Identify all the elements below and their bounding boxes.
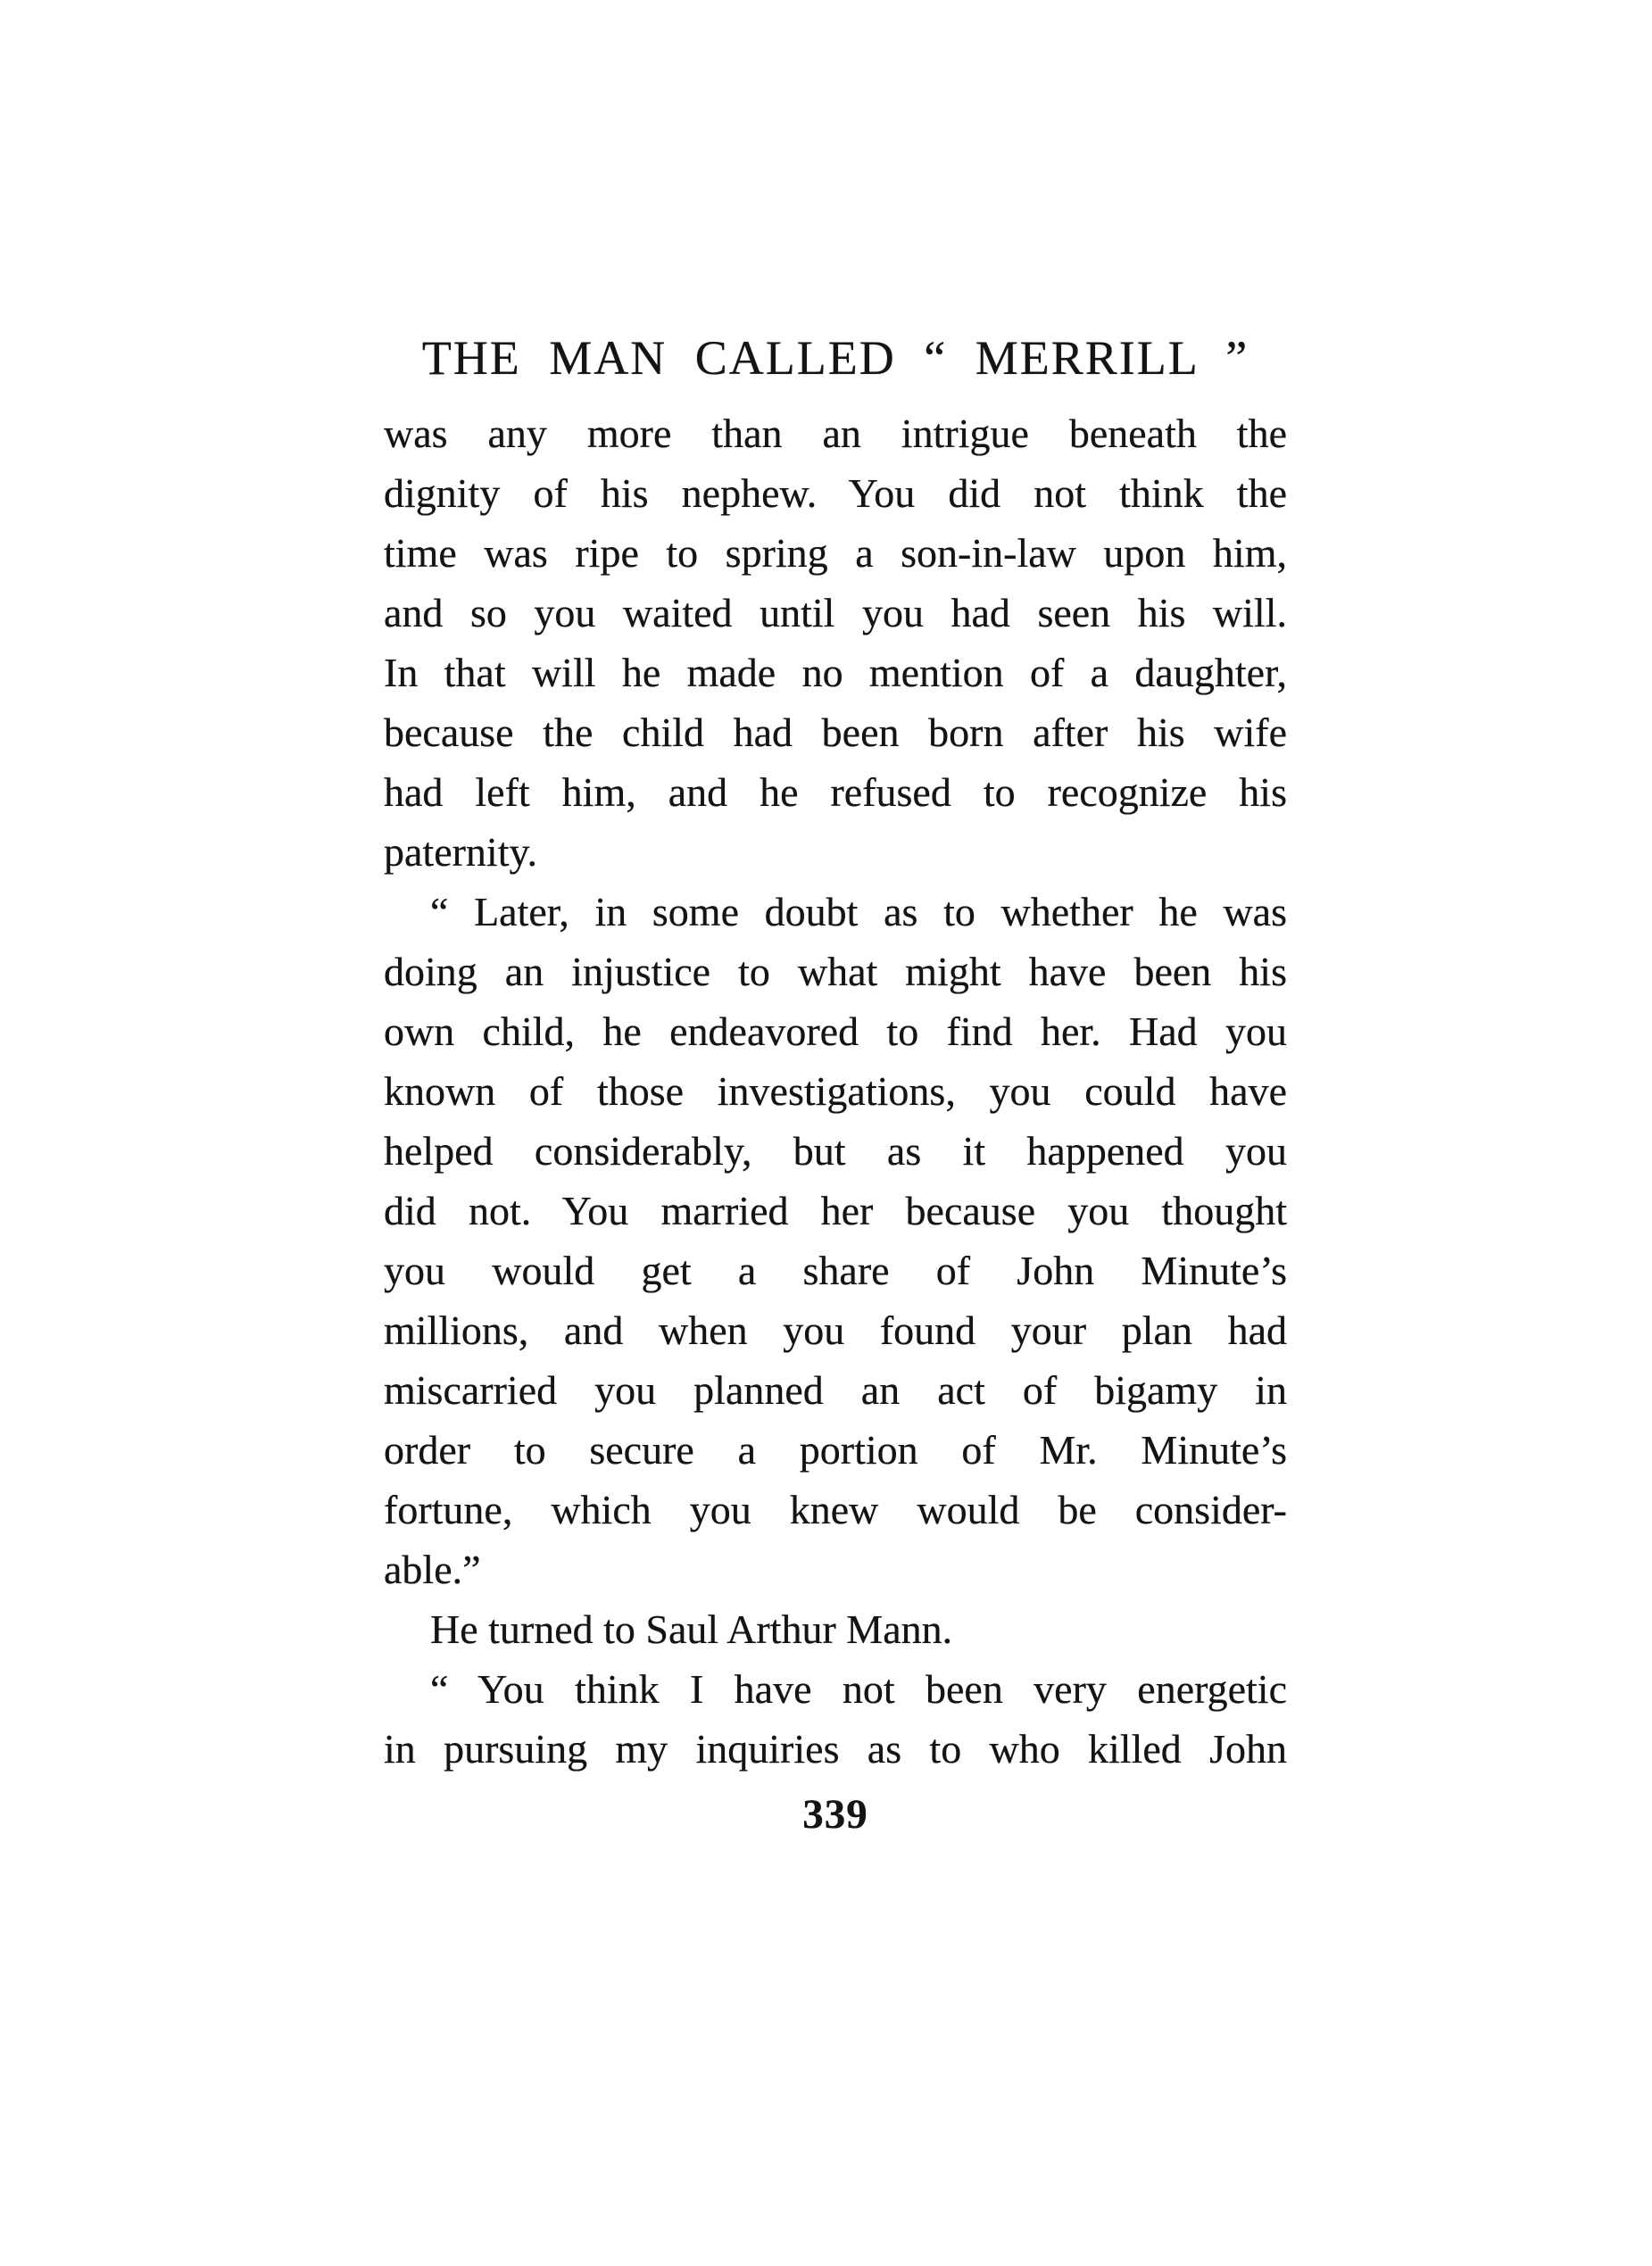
text-line: was any more than an intrigue beneath the xyxy=(384,411,1287,456)
page-title: THE MAN CALLED “ MERRILL ” xyxy=(421,331,1249,385)
text-line: miscarried you planned an act of bigamy in xyxy=(384,1367,1287,1413)
text-line: In that will he made no mention of a daughter, xyxy=(384,650,1287,695)
text-line: fortune, which you knew would be consider- xyxy=(384,1487,1287,1532)
text-line: and so you waited until you had seen his will. xyxy=(384,590,1287,635)
text-line: order to secure a portion of Mr. Minute’s xyxy=(384,1427,1287,1473)
text-line: He turned to Saul Arthur Mann. xyxy=(430,1606,953,1652)
text-line: able.” xyxy=(384,1547,481,1592)
page-number: 339 xyxy=(802,1791,868,1838)
text-line: “ You think I have not been very energetic xyxy=(430,1666,1287,1712)
text-line: known of those investigations, you could have xyxy=(384,1068,1287,1114)
text-line: doing an injustice to what might have been his xyxy=(384,949,1287,994)
text-line: did not. You married her because you thought xyxy=(384,1188,1287,1233)
text-line: because the child had been born after his wife xyxy=(384,710,1287,755)
text-line: helped considerably, but as it happened you xyxy=(384,1128,1287,1174)
text-line: had left him, and he refused to recognize his xyxy=(384,769,1287,815)
text-line: “ Later, in some doubt as to whether he was xyxy=(430,889,1287,934)
body-text xyxy=(384,403,1287,1779)
text-line: millions, and when you found your plan had xyxy=(384,1307,1287,1353)
text-line: own child, he endeavored to find her. Had you xyxy=(384,1008,1287,1054)
text-line: time was ripe to spring a son-in-law upon him, xyxy=(384,530,1287,576)
text-line: you would get a share of John Minute’s xyxy=(384,1248,1287,1293)
text-column xyxy=(384,0,1287,2266)
text-line: paternity. xyxy=(384,829,538,875)
text-line: in pursuing my inquiries as to who killed John xyxy=(384,1726,1287,1772)
text-line: dignity of his nephew. You did not think the xyxy=(384,470,1287,516)
